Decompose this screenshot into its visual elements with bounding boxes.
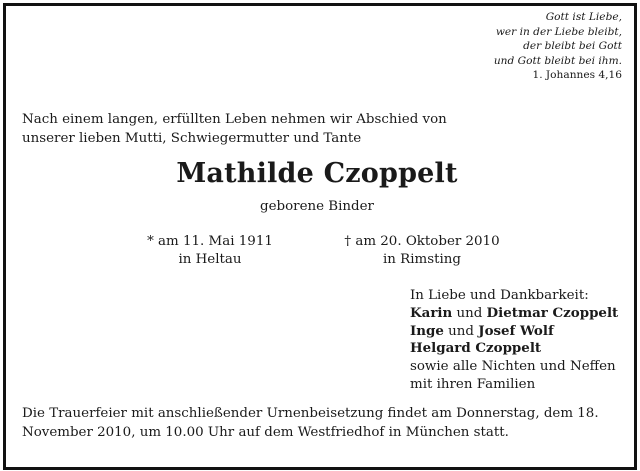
quote-line: und Gott bleibt bei ihm. (493, 54, 622, 67)
death-place: in Rimsting (383, 251, 461, 267)
bible-quote (494, 10, 622, 83)
intro-text (22, 111, 612, 148)
mourner-conjunction: und (443, 323, 479, 339)
mourners-list (410, 287, 618, 394)
mourner-row: mit ihren Familien (410, 376, 536, 392)
birth-date: * am 11. Mai 1911 (147, 234, 273, 249)
quote-line: wer in der Liebe bleibt, (495, 25, 622, 38)
mourner-name: Karin (410, 304, 453, 321)
funeral-line: November 2010, um 10.00 Uhr auf dem Westfriedhof in München statt. (22, 424, 509, 440)
quote-line: der bleibt bei Gott (523, 40, 622, 53)
funeral-notice (22, 405, 624, 443)
mourner-row (410, 323, 618, 341)
intro-line: Nach einem langen, erfüllten Leben nehmen wir Abschied von (22, 112, 447, 127)
mourner-name: Inge (410, 322, 444, 339)
birth-place: in Heltau (178, 251, 242, 267)
mourner-row (410, 305, 618, 323)
mourner-name: Helgard Czoppelt (410, 340, 542, 357)
intro-line: unserer lieben Mutti, Schwiegermutter und Tante (22, 130, 362, 146)
mourner-conjunction: und (452, 305, 487, 321)
quote-line: Gott ist Liebe, (545, 11, 622, 23)
quote-reference: 1. Johannes 4,16 (532, 69, 622, 82)
birth-name: geborene Binder (260, 199, 374, 214)
mourner-row (410, 340, 618, 358)
funeral-line: Die Trauerfeier mit anschließender Urnenbeisetzung findet am Donnerstag, dem 18. (22, 406, 599, 421)
mourner-name: Dietmar Czoppelt (486, 304, 619, 321)
mourner-name: Josef Wolf (478, 322, 554, 339)
birth-info (136, 233, 284, 268)
death-date: † am 20. Oktober 2010 (344, 234, 500, 249)
mourners-intro: In Liebe und Dankbarkeit: (410, 288, 589, 303)
mourner-row: sowie alle Nichten und Neffen (410, 359, 616, 375)
death-info (330, 233, 514, 268)
deceased-name: Mathilde Czoppelt (176, 158, 458, 189)
